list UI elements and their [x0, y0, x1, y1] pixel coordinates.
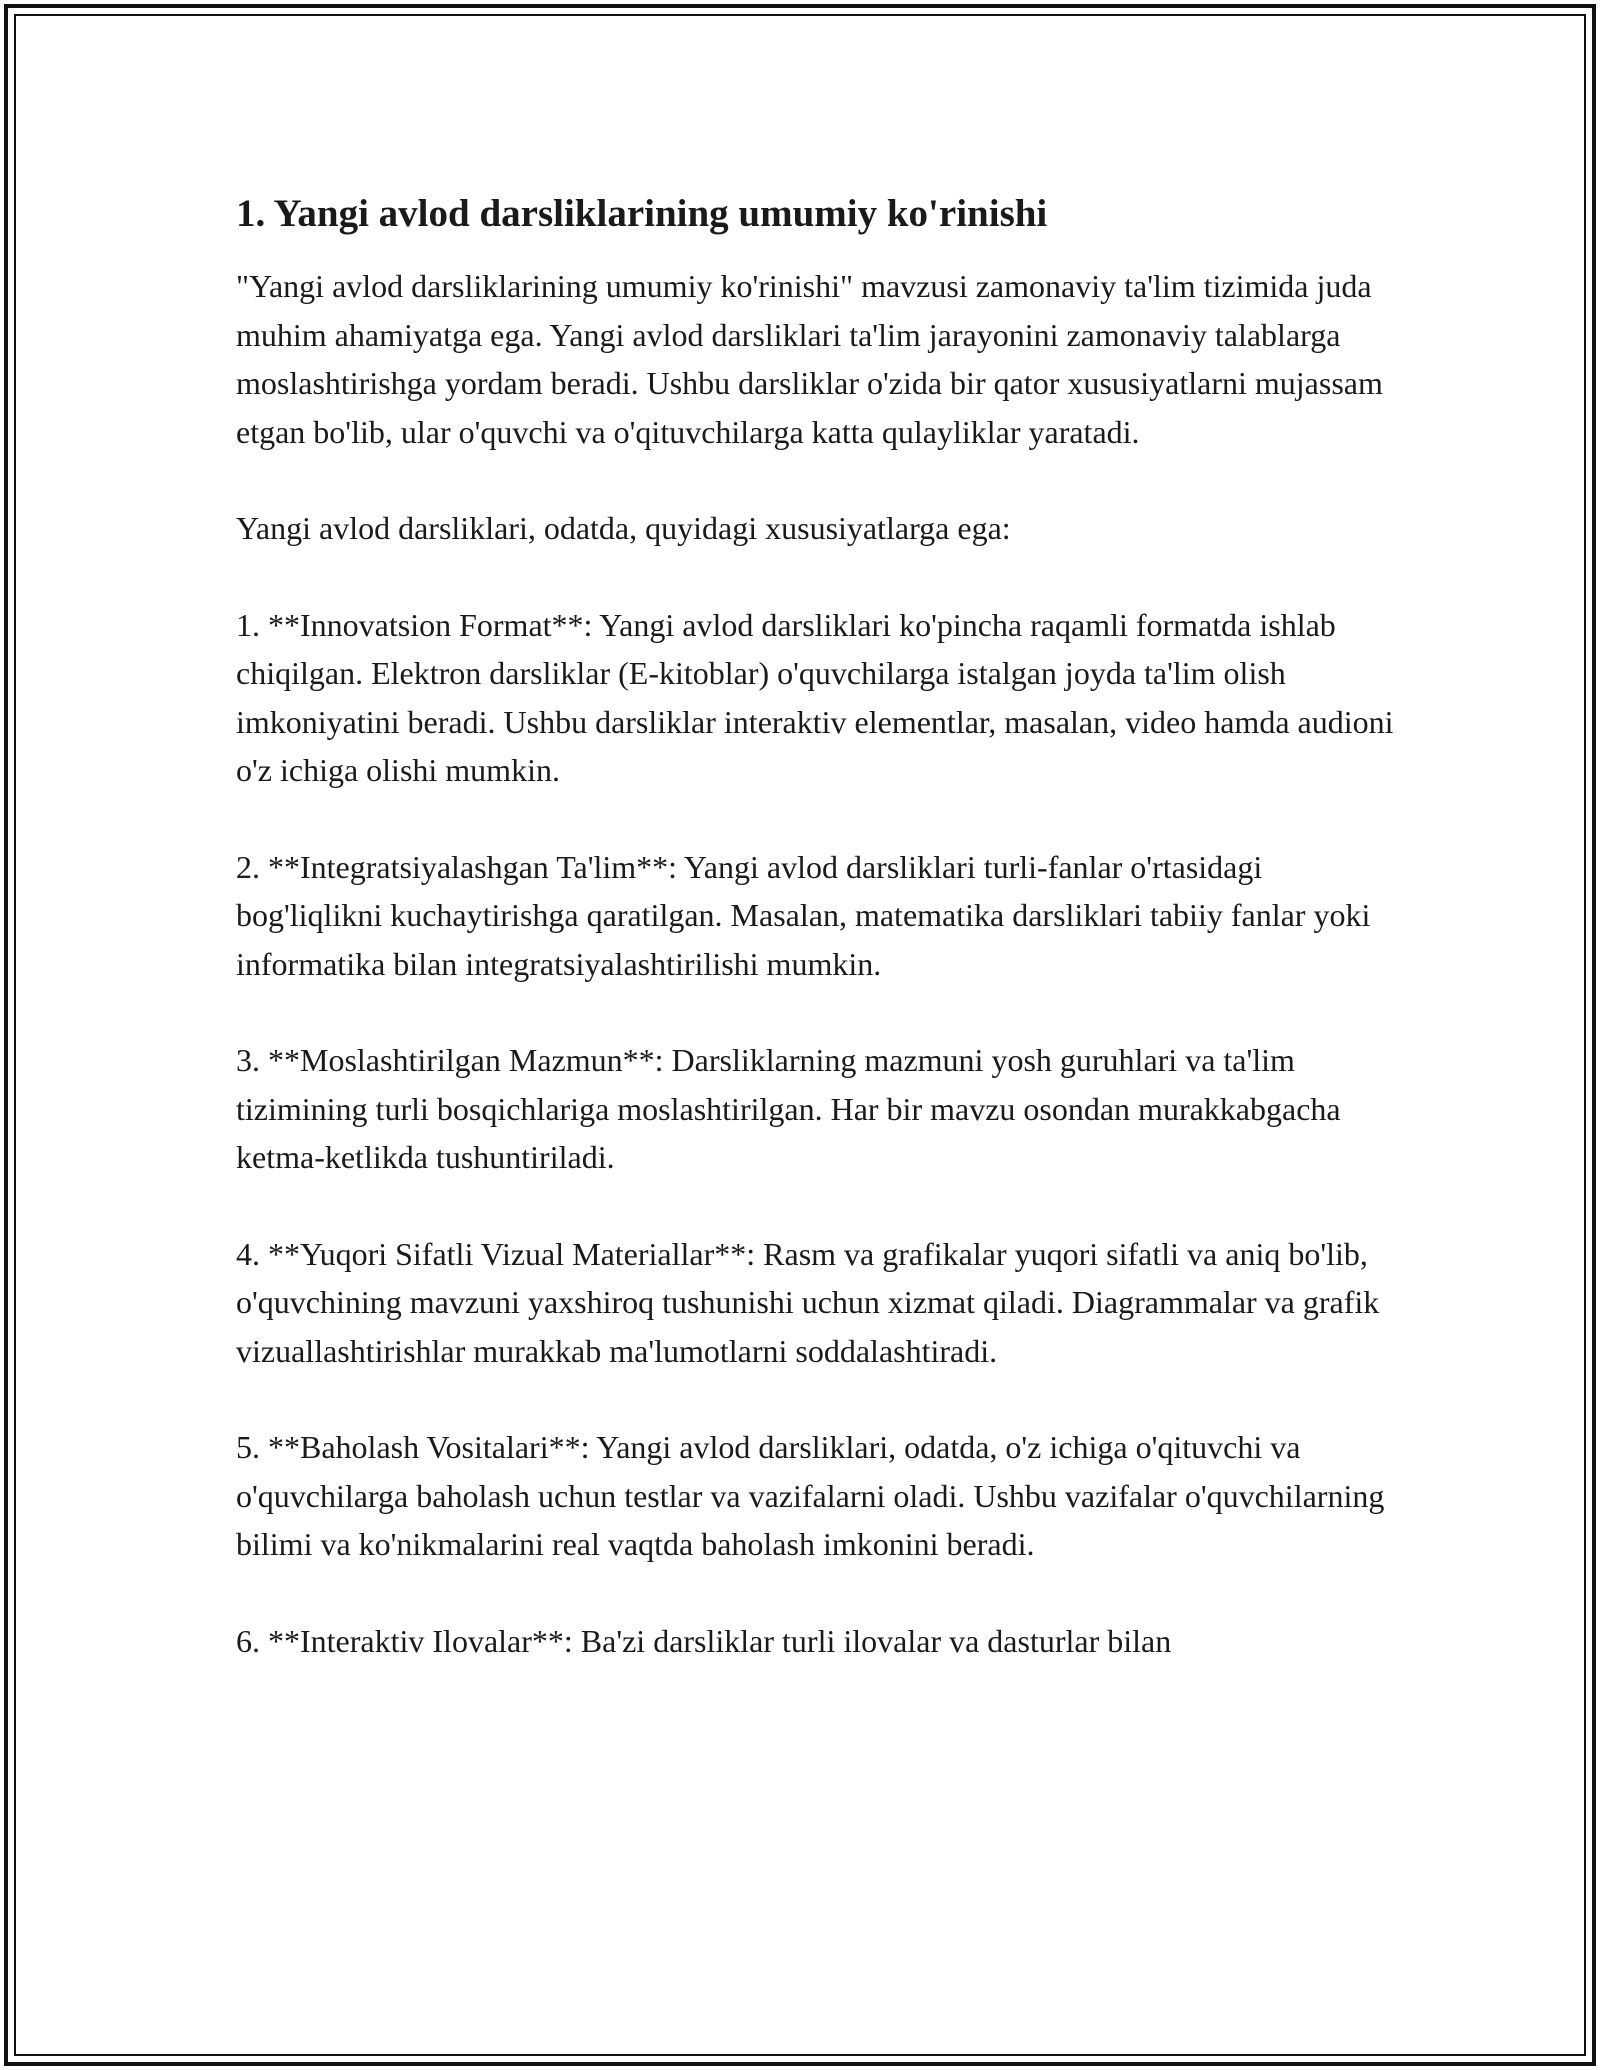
- document-body: [236, 188, 1396, 1713]
- list-item-1: 1. **Innovatsion Format**: Yangi avlod darsliklari ko'pincha raqamli formatda ishlab chiqilgan. Elektron darsliklar (E-kitoblar) o'quvchilarga istalgan joyda ta'lim olish imkoniyatini beradi. Ushbu darsliklar interaktiv elementlar, masalan, video hamda audioni o'z ichiga olishi mumkin.: [236, 606, 1394, 788]
- paragraph-features-lead: Yangi avlod darsliklari, odatda, quyidagi xususiyatlarga ega:: [236, 510, 1011, 546]
- list-item-6: 6. **Interaktiv Ilovalar**: Ba'zi darsliklar turli ilovalar va dasturlar bilan: [236, 1622, 1172, 1659]
- list-item-3: 3. **Moslashtirilgan Mazmun**: Darsliklarning mazmuni yosh guruhlari va ta'lim tizimining turli bosqichlariga moslashtirilgan. Har bir mavzu osondan murakkabgacha ketma-ketlikda tushuntiriladi.: [236, 1042, 1341, 1175]
- paragraph-intro: "Yangi avlod darsliklarining umumiy ko'rinishi" mavzusi zamonaviy ta'lim tizimida juda muhim ahamiyatga ega. Yangi avlod darsliklari ta'lim jarayonini zamonaviy talablarga moslashtirishga yordam beradi. Ushbu darsliklar o'zida bir qator xususiyatlarni mujassam etgan bo'lib, ular o'quvchi va o'qituvchilarga katta qulayliklar yaratadi.: [236, 268, 1383, 450]
- list-item-4: 4. **Yuqori Sifatli Vizual Materiallar**: Rasm va grafikalar yuqori sifatli va aniq bo'lib, o'quvchining mavzuni yaxshiroq tushunishi uchun xizmat qiladi. Diagrammalar va grafik vizuallashtirishlar murakkab ma'lumotlarni soddalashtiradi.: [236, 1235, 1380, 1369]
- section-heading: 1. Yangi avlod darsliklarining umumiy ko'rinishi: [236, 192, 1048, 235]
- list-item-5: 5. **Baholash Vositalari**: Yangi avlod darsliklari, odatda, o'z ichiga o'qituvchi va o'quvchilarga baholash uchun testlar va vazifalarni oladi. Ushbu vazifalar o'quvchilarning bilimi va ko'nikmalarini real vaqtda baholash imkonini beradi.: [236, 1429, 1385, 1562]
- list-item-2: 2. **Integratsiyalashgan Ta'lim**: Yangi avlod darsliklari turli-fanlar o'rtasidagi bog'liqlikni kuchaytirishga qaratilgan. Masalan, matematika darsliklari tabiiy fanlar yoki informatika bilan integratsiyalashtirilishi mumkin.: [236, 848, 1371, 982]
